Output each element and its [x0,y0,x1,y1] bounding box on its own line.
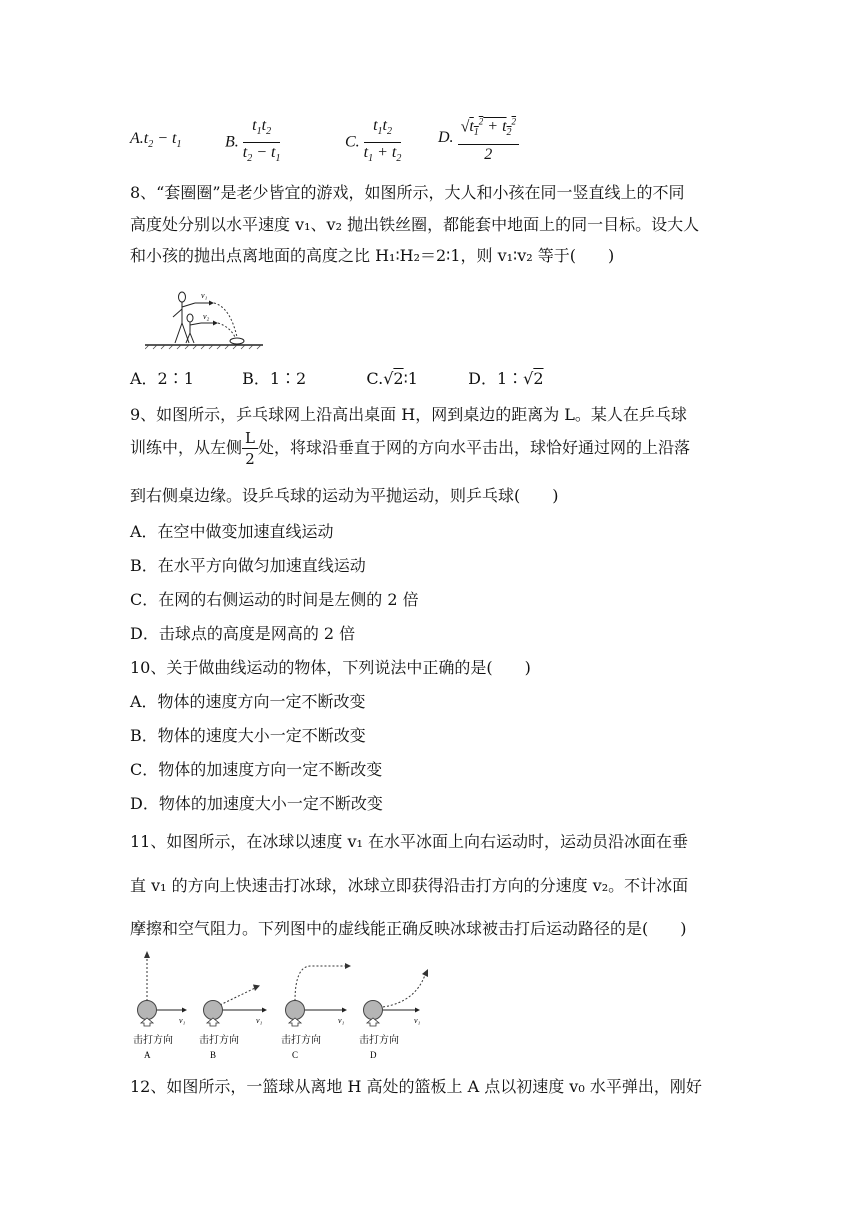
q10-option-a: A．物体的速度方向一定不断改变 [130,692,366,711]
q7-option-a-label: A.t [130,130,149,147]
q11-c-v1-label: v₁ [338,1016,345,1025]
q9-option-b: B．在水平方向做匀加速直线运动 [130,556,366,575]
q9-option-c: C．在网的右侧运动的时间是左侧的 2 倍 [130,590,419,609]
q9-fraction [242,428,258,469]
v2-trajectory [218,323,235,337]
q7-option-d-label: D. [438,128,454,146]
q7-option-b [225,116,280,169]
q11-letter-c: C [292,1050,299,1060]
q11-figure-b [204,985,268,1027]
q8-option-b: B．1∶2 [242,369,307,388]
q10-option-c: C．物体的加速度方向一定不断改变 [130,760,383,779]
q11-caption-b: 击打方向 [199,1035,239,1046]
q8-option-a: A．2∶1 [130,369,194,388]
q8-line-2: 高度处分别以水平速度 v₁、v₂ 抛出铁丝圈，都能套中地面上的同一目标。设大人 [130,215,700,234]
q9-frac-den: 2 [245,450,255,468]
q9-line-3: 到右侧桌边缘。设乒乓球的运动为平抛运动，则乒乓球( ) [130,486,559,505]
q8-line-3: 和小孩的抛出点离地面的高度之比 H₁∶H₂＝2∶1，则 v₁∶v₂ 等于( ) [130,246,615,265]
q9-option-d: D．击球点的高度是网高的 2 倍 [130,624,356,643]
q12-line-1: 12、如图所示，一篮球从离地 H 高处的篮板上 A 点以初速度 v₀ 水平弹出，刚好 [130,1077,702,1096]
v2-label: v₂ [203,312,210,321]
q11-figures [130,950,440,1062]
q11-letter-b: B [210,1050,217,1060]
q7-option-b-label: B. [225,133,239,151]
q7-option-d-fraction: $\frac{√t_1^2 + t_2^2}{2}$ [458,112,519,165]
q8-options: A．2∶1 B．1∶2 C.√2∶1 D．1∶√2 [130,369,544,388]
q7-option-c-label: C. [345,133,360,151]
child-figure [186,314,201,343]
target-ring [230,338,244,344]
q10-line-1: 10、关于做曲线运动的物体，下列说法中正确的是( ) [130,658,531,677]
v1-arrowhead [209,301,214,306]
q8-option-c: C. [366,369,384,388]
q8-option-d-sqrt: √ [523,369,534,388]
q11-caption-a: 击打方向 [133,1035,173,1046]
q11-figure-c [286,963,352,1026]
v1-trajectory [214,303,237,337]
q11-caption-d: 击打方向 [359,1035,399,1046]
q8-figure [145,285,265,350]
q8-option-c-sqrt: √ [383,369,394,388]
q9-option-a: A．在空中做变加速直线运动 [130,522,334,541]
q9-line-1: 9、如图所示，乒乓球网上沿高出桌面 H，网到桌边的距离为 L。某人在乒乓球 [130,405,687,424]
q9-line-2b: 处，将球沿垂直于网的方向水平击出，球恰好通过网的上沿落 [257,438,690,457]
q11-caption-c: 击打方向 [281,1035,321,1046]
q11-d-v1-label: v₁ [414,1016,421,1025]
adult-figure [173,292,195,343]
q9-frac-num: L [242,428,258,449]
q10-option-b: B．物体的速度大小一定不断改变 [130,726,366,745]
v1-label: v₁ [201,291,208,300]
q11-line-3: 摩擦和空气阻力。下列图中的虚线能正确反映冰球被击打后运动路径的是( ) [130,919,687,938]
q7-option-c [345,116,401,169]
q11-line-1: 11、如图所示，在冰球以速度 v₁ 在水平冰面上向右运动时，运动员沿冰面在垂 [130,832,688,851]
q11-b-v1-label: v₁ [256,1016,263,1025]
q8-option-d-rest: 2 [533,369,544,388]
q11-line-2: 直 v₁ 的方向上快速击打冰球，冰球立即获得沿击打方向的分速度 v₂。不计冰面 [130,876,689,895]
q11-figure-d [364,969,429,1026]
q9-line-2a: 训练中，从左侧 [130,438,243,457]
q8-option-d: D．1∶ [468,369,524,388]
q7-option-a: $A.t_2 - t_1$ [130,130,182,151]
q9-line-2 [130,428,690,469]
q11-letter-a: A [144,1050,151,1060]
v2-arrowhead [213,321,218,326]
q7-option-d [438,112,519,165]
q7-option-c-fraction: $\frac{t_1t_2}{t_1 + t_2}$ [363,117,402,165]
q7-options [130,112,730,167]
q11-figure-a [138,951,188,1026]
q11-a-v1-label: v₁ [179,1016,186,1025]
q7-option-b-fraction: $\frac{t_1t_2}{t_2 - t_1}$ [242,117,281,165]
q10-option-d: D．物体的加速度大小一定不断改变 [130,794,383,813]
q8-line-1: 8、“套圈圈”是老少皆宜的游戏，如图所示，大人和小孩在同一竖直线上的不同 [130,183,685,202]
q11-letter-d: D [370,1050,377,1060]
